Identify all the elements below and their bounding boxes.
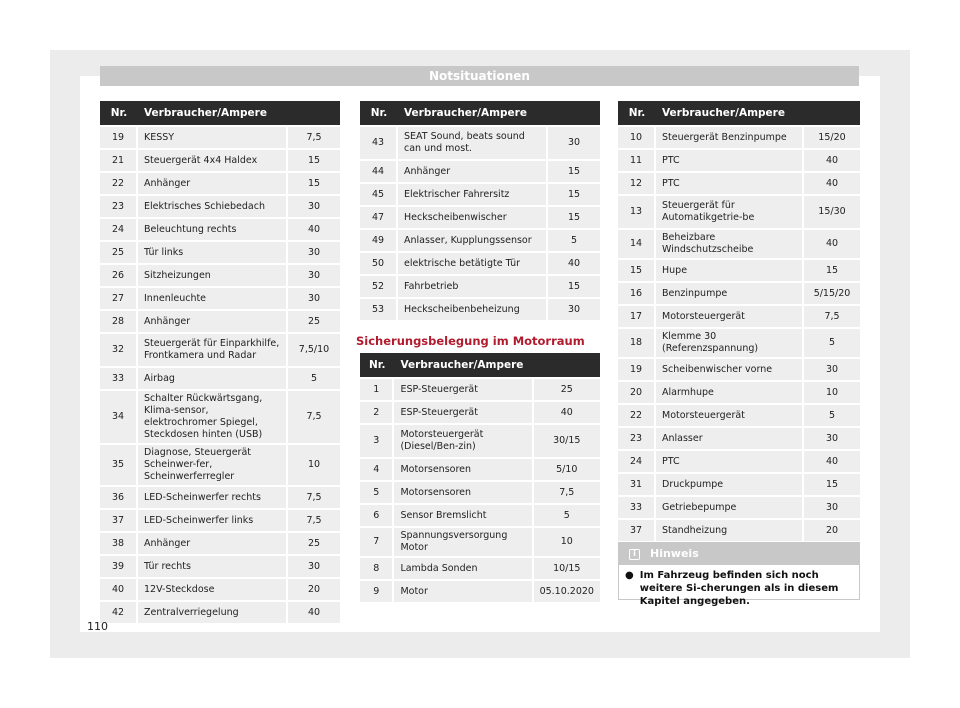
table-row — [100, 311, 340, 332]
page-number: 110 — [87, 620, 108, 633]
consumer-label: Elektrischer Fahrersitz — [398, 184, 548, 205]
table-row — [360, 299, 600, 320]
consumer-label: Motor — [394, 581, 533, 602]
consumer-label: Alarmhupe — [656, 382, 804, 403]
ampere-value: 40 — [288, 602, 340, 623]
ampere-value: 5 — [804, 405, 860, 426]
ampere-value: 15 — [288, 173, 340, 194]
consumer-label: Schalter Rückwärtsgang, Klima-sensor, elektrochromer Spiegel, Steckdosen hinten (USB) — [138, 391, 288, 443]
table-row — [360, 528, 600, 556]
ampere-value: 15 — [804, 260, 860, 281]
fuse-table-1 — [100, 99, 340, 625]
consumer-label: LED-Scheinwerfer links — [138, 510, 288, 531]
fuse-number: 52 — [360, 276, 398, 297]
table-row — [618, 306, 860, 327]
fuse-number: 26 — [100, 265, 138, 286]
fuse-number: 50 — [360, 253, 398, 274]
ampere-value: 7,5 — [288, 127, 340, 148]
fuse-number: 20 — [618, 382, 656, 403]
table-row — [360, 230, 600, 251]
table-row — [618, 520, 860, 541]
column-header-nr: Nr. — [360, 353, 394, 377]
ampere-value: 40 — [804, 230, 860, 258]
column-header-consumer: Verbraucher/Ampere — [138, 101, 340, 125]
table-row — [100, 579, 340, 600]
table-row — [360, 161, 600, 182]
fuse-number: 7 — [360, 528, 394, 556]
consumer-label: Diagnose, Steuergerät Scheinwer-fer, Scheinwerferregler — [138, 445, 288, 485]
consumer-label: Anhänger — [398, 161, 548, 182]
fuse-number: 25 — [100, 242, 138, 263]
consumer-label: Spannungsversorgung Motor — [394, 528, 533, 556]
ampere-value: 15 — [548, 161, 600, 182]
ampere-value: 30 — [804, 497, 860, 518]
consumer-label: Beheizbare Windschutzscheibe — [656, 230, 804, 258]
fuse-number: 42 — [100, 602, 138, 623]
note-title: Hinweis — [650, 547, 699, 560]
column-header-consumer: Verbraucher/Ampere — [656, 101, 860, 125]
ampere-value: 25 — [288, 533, 340, 554]
consumer-label: Motorsensoren — [394, 459, 533, 480]
consumer-label: PTC — [656, 451, 804, 472]
column-header-nr: Nr. — [360, 101, 398, 125]
consumer-label: Steuergerät für Automatikgetrie-be — [656, 196, 804, 228]
table-row — [360, 581, 600, 602]
note-body — [619, 565, 859, 608]
consumer-label: 12V-Steckdose — [138, 579, 288, 600]
fuse-number: 10 — [618, 127, 656, 148]
ampere-value: 40 — [804, 150, 860, 171]
fuse-number: 38 — [100, 533, 138, 554]
consumer-label: Lambda Sonden — [394, 558, 533, 579]
ampere-value: 30 — [288, 265, 340, 286]
table-row — [100, 196, 340, 217]
consumer-label: Standheizung — [656, 520, 804, 541]
ampere-value: 30/15 — [534, 425, 600, 457]
table-row — [100, 173, 340, 194]
ampere-value: 15 — [548, 184, 600, 205]
consumer-label: Tür rechts — [138, 556, 288, 577]
table-row — [100, 510, 340, 531]
ampere-value: 25 — [534, 379, 600, 400]
fuse-table-3 — [360, 351, 600, 604]
table-row — [100, 602, 340, 623]
fuse-number: 19 — [100, 127, 138, 148]
table-row — [618, 260, 860, 281]
fuse-table-4 — [618, 99, 860, 543]
fuse-number: 18 — [618, 329, 656, 357]
fuse-number: 16 — [618, 283, 656, 304]
fuse-number: 53 — [360, 299, 398, 320]
consumer-label: Motorsteuergerät — [656, 306, 804, 327]
fuse-number: 31 — [618, 474, 656, 495]
fuse-number: 12 — [618, 173, 656, 194]
fuse-number: 11 — [618, 150, 656, 171]
ampere-value: 7,5 — [288, 391, 340, 443]
fuse-number: 32 — [100, 334, 138, 366]
fuse-number: 13 — [618, 196, 656, 228]
ampere-value: 40 — [804, 451, 860, 472]
consumer-label: Elektrisches Schiebedach — [138, 196, 288, 217]
ampere-value: 5 — [288, 368, 340, 389]
fuse-number: 19 — [618, 359, 656, 380]
table-row — [618, 359, 860, 380]
fuse-number: 23 — [618, 428, 656, 449]
table-row — [360, 253, 600, 274]
table-row — [360, 558, 600, 579]
column-header-nr: Nr. — [100, 101, 138, 125]
fuse-number: 6 — [360, 505, 394, 526]
consumer-label: Anlasser, Kupplungssensor — [398, 230, 548, 251]
fuse-table-2 — [360, 99, 600, 322]
consumer-label: Anhänger — [138, 533, 288, 554]
table-row — [100, 368, 340, 389]
fuse-number: 5 — [360, 482, 394, 503]
ampere-value: 40 — [534, 402, 600, 423]
ampere-value: 7,5 — [804, 306, 860, 327]
ampere-value: 15 — [548, 276, 600, 297]
consumer-label: Klemme 30 (Referenzspannung) — [656, 329, 804, 357]
fuse-number: 24 — [100, 219, 138, 240]
fuse-number: 36 — [100, 487, 138, 508]
ampere-value: 40 — [548, 253, 600, 274]
consumer-label: Airbag — [138, 368, 288, 389]
consumer-label: Hupe — [656, 260, 804, 281]
consumer-label: Innenleuchte — [138, 288, 288, 309]
column-header-nr: Nr. — [618, 101, 656, 125]
table-row — [618, 196, 860, 228]
ampere-value: 10 — [288, 445, 340, 485]
ampere-value: 7,5 — [534, 482, 600, 503]
consumer-label: elektrische betätigte Tür — [398, 253, 548, 274]
table-row — [360, 425, 600, 457]
ampere-value: 7,5/10 — [288, 334, 340, 366]
table-row — [618, 283, 860, 304]
table-row — [100, 242, 340, 263]
table-row — [618, 451, 860, 472]
info-icon: i — [629, 549, 640, 560]
fuse-number: 39 — [100, 556, 138, 577]
consumer-label: Anlasser — [656, 428, 804, 449]
fuse-number: 24 — [618, 451, 656, 472]
ampere-value: 30 — [548, 127, 600, 159]
table-row — [100, 445, 340, 485]
ampere-value: 25 — [288, 311, 340, 332]
consumer-label: Fahrbetrieb — [398, 276, 548, 297]
fuse-number: 22 — [100, 173, 138, 194]
fuse-number: 37 — [618, 520, 656, 541]
consumer-label: Anhänger — [138, 173, 288, 194]
ampere-value: 15 — [288, 150, 340, 171]
table-row — [100, 334, 340, 366]
consumer-label: Druckpumpe — [656, 474, 804, 495]
ampere-value: 30 — [288, 288, 340, 309]
table-row — [100, 265, 340, 286]
ampere-value: 10 — [534, 528, 600, 556]
fuse-number: 9 — [360, 581, 394, 602]
consumer-label: Benzinpumpe — [656, 283, 804, 304]
table-row — [360, 184, 600, 205]
ampere-value: 10/15 — [534, 558, 600, 579]
fuse-number: 2 — [360, 402, 394, 423]
consumer-label: Beleuchtung rechts — [138, 219, 288, 240]
table-row — [618, 173, 860, 194]
ampere-value: 30 — [804, 428, 860, 449]
consumer-label: ESP-Steuergerät — [394, 379, 533, 400]
fuse-number: 4 — [360, 459, 394, 480]
table-row — [360, 505, 600, 526]
fuse-number: 21 — [100, 150, 138, 171]
fuse-number: 47 — [360, 207, 398, 228]
table-row — [100, 556, 340, 577]
consumer-label: Motorsteuergerät — [656, 405, 804, 426]
consumer-label: Steuergerät für Einparkhilfe, Frontkamera und Radar — [138, 334, 288, 366]
page-title: Notsituationen — [100, 66, 859, 86]
ampere-value: 5 — [804, 329, 860, 357]
consumer-label: LED-Scheinwerfer rechts — [138, 487, 288, 508]
table-row — [618, 329, 860, 357]
table-row — [100, 219, 340, 240]
ampere-value: 10 — [804, 382, 860, 403]
table-row — [618, 230, 860, 258]
fuse-number: 35 — [100, 445, 138, 485]
consumer-label: Anhänger — [138, 311, 288, 332]
ampere-value: 15 — [548, 207, 600, 228]
table-row — [618, 150, 860, 171]
consumer-label: Getriebepumpe — [656, 497, 804, 518]
consumer-label: Zentralverriegelung — [138, 602, 288, 623]
consumer-label: Scheibenwischer vorne — [656, 359, 804, 380]
ampere-value: 30 — [288, 242, 340, 263]
table-row — [618, 405, 860, 426]
table-row — [618, 474, 860, 495]
fuse-number: 37 — [100, 510, 138, 531]
note-text: Im Fahrzeug befinden sich noch weitere Si-cherungen als in diesem Kapitel angegeben. — [639, 570, 839, 607]
ampere-value: 5 — [534, 505, 600, 526]
ampere-value: 30 — [804, 359, 860, 380]
table-row — [618, 382, 860, 403]
consumer-label: PTC — [656, 173, 804, 194]
consumer-label: Steuergerät 4x4 Haldex — [138, 150, 288, 171]
ampere-value: 30 — [548, 299, 600, 320]
fuse-number: 33 — [100, 368, 138, 389]
fuse-number: 40 — [100, 579, 138, 600]
fuse-number: 43 — [360, 127, 398, 159]
note-header — [619, 543, 859, 565]
table-row — [100, 533, 340, 554]
fuse-number: 22 — [618, 405, 656, 426]
ampere-value: 7,5 — [288, 510, 340, 531]
fuse-number: 49 — [360, 230, 398, 251]
consumer-label: Heckscheibenbeheizung — [398, 299, 548, 320]
table-row — [618, 497, 860, 518]
fuse-number: 17 — [618, 306, 656, 327]
table-row — [100, 391, 340, 443]
consumer-label: SEAT Sound, beats sound can und most. — [398, 127, 548, 159]
ampere-value: 40 — [288, 219, 340, 240]
fuse-number: 14 — [618, 230, 656, 258]
ampere-value: 30 — [288, 556, 340, 577]
fuse-number: 15 — [618, 260, 656, 281]
ampere-value: 30 — [288, 196, 340, 217]
table-row — [360, 207, 600, 228]
consumer-label: PTC — [656, 150, 804, 171]
table-row — [100, 288, 340, 309]
note-box — [618, 542, 860, 607]
table-row — [100, 127, 340, 148]
fuse-number: 34 — [100, 391, 138, 443]
consumer-label: Motorsteuergerät (Diesel/Ben-zin) — [394, 425, 533, 457]
fuse-number: 33 — [618, 497, 656, 518]
consumer-label: Sensor Bremslicht — [394, 505, 533, 526]
consumer-label: KESSY — [138, 127, 288, 148]
ampere-value: 05.10.2020 — [534, 581, 600, 602]
fuse-number: 45 — [360, 184, 398, 205]
table-row — [100, 487, 340, 508]
fuse-number: 1 — [360, 379, 394, 400]
ampere-value: 5/15/20 — [804, 283, 860, 304]
consumer-label: Heckscheibenwischer — [398, 207, 548, 228]
fuse-number: 44 — [360, 161, 398, 182]
ampere-value: 20 — [804, 520, 860, 541]
table-row — [360, 482, 600, 503]
fuse-number: 28 — [100, 311, 138, 332]
table-row — [360, 127, 600, 159]
ampere-value: 7,5 — [288, 487, 340, 508]
bullet: ● — [625, 570, 634, 581]
column-header-consumer: Verbraucher/Ampere — [398, 101, 600, 125]
table-row — [618, 127, 860, 148]
fuse-number: 23 — [100, 196, 138, 217]
consumer-label: Motorsensoren — [394, 482, 533, 503]
ampere-value: 15/30 — [804, 196, 860, 228]
ampere-value: 15 — [804, 474, 860, 495]
section-title: Sicherungsbelegung im Motorraum — [356, 334, 585, 348]
fuse-number: 3 — [360, 425, 394, 457]
ampere-value: 20 — [288, 579, 340, 600]
column-header-consumer: Verbraucher/Ampere — [394, 353, 600, 377]
table-row — [360, 459, 600, 480]
ampere-value: 40 — [804, 173, 860, 194]
table-row — [100, 150, 340, 171]
ampere-value: 5/10 — [534, 459, 600, 480]
fuse-number: 27 — [100, 288, 138, 309]
consumer-label: Tür links — [138, 242, 288, 263]
table-row — [360, 276, 600, 297]
ampere-value: 15/20 — [804, 127, 860, 148]
ampere-value: 5 — [548, 230, 600, 251]
consumer-label: ESP-Steuergerät — [394, 402, 533, 423]
fuse-number: 8 — [360, 558, 394, 579]
consumer-label: Sitzheizungen — [138, 265, 288, 286]
table-row — [618, 428, 860, 449]
table-row — [360, 402, 600, 423]
consumer-label: Steuergerät Benzinpumpe — [656, 127, 804, 148]
table-row — [360, 379, 600, 400]
